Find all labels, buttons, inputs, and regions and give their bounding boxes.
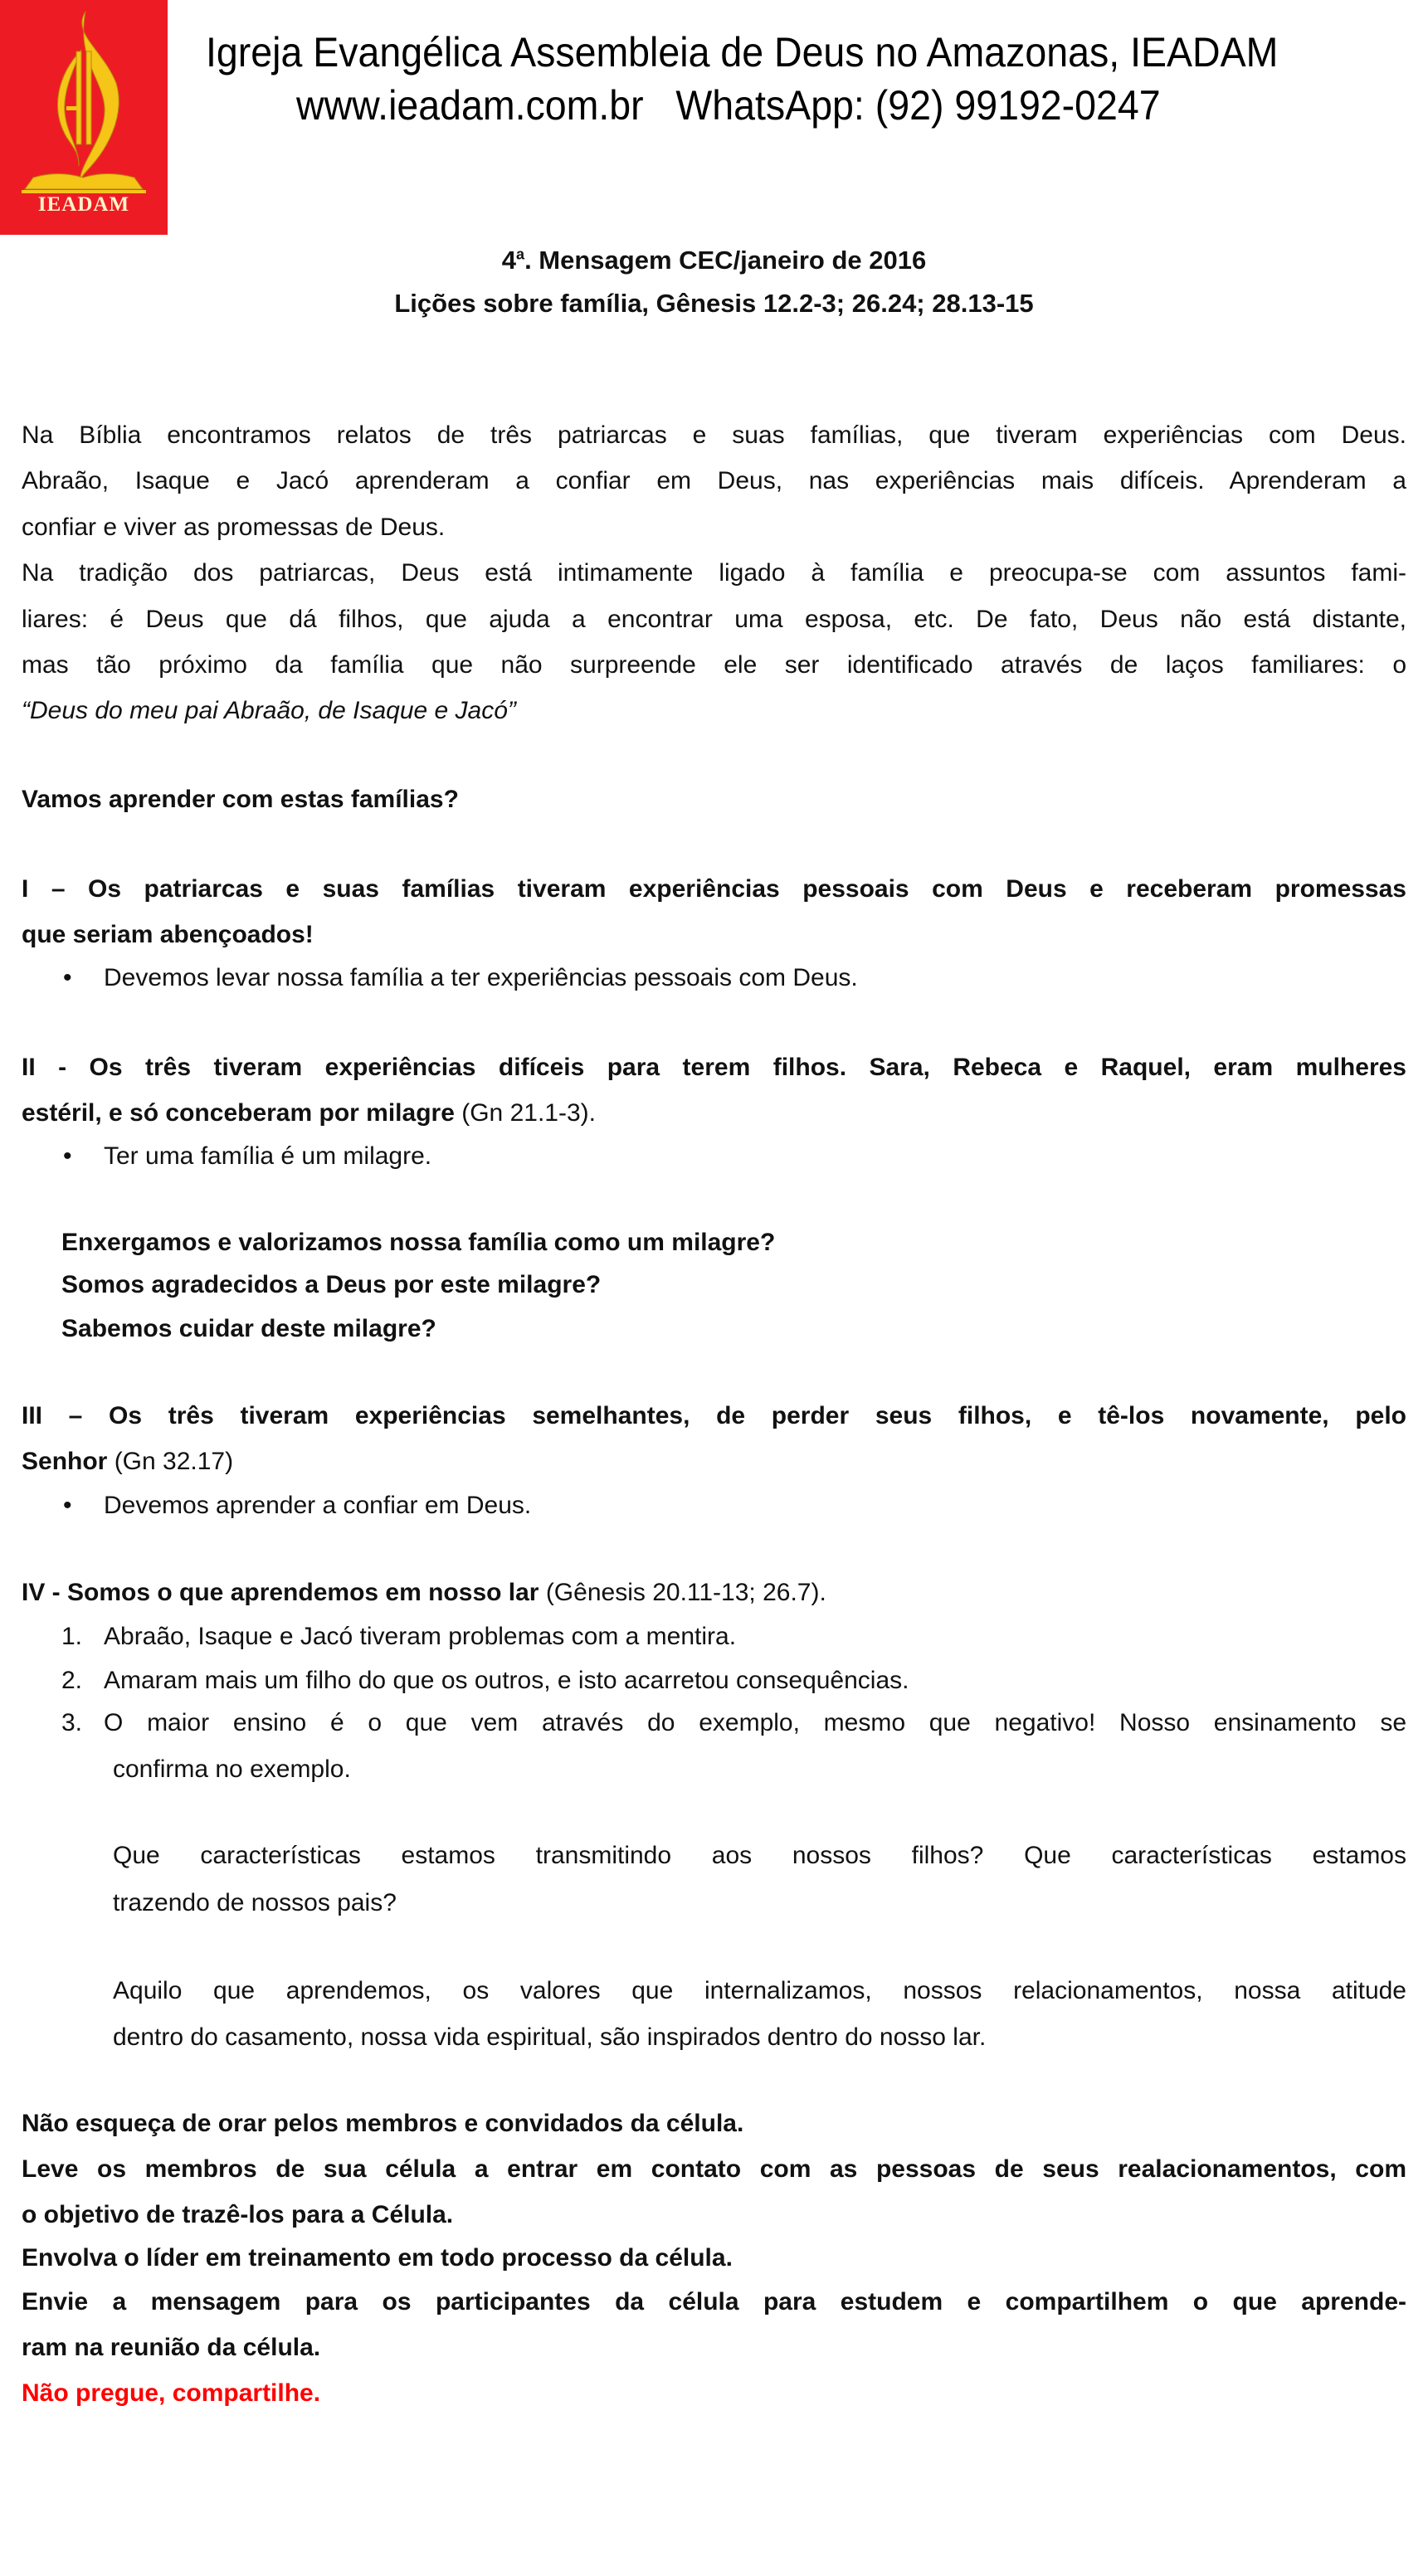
reflection-question: Enxergamos e valorizamos nossa família como um milagre? bbox=[61, 1229, 776, 1256]
list-number: 1. bbox=[61, 1623, 83, 1650]
closing-line: Envolva o líder em treinamento em todo processo da célula. bbox=[22, 2244, 733, 2272]
closing-line: Envie a mensagem para os participantes da célula para estudem e compartilhem o que aprende- bbox=[22, 2288, 1406, 2315]
section-3-heading: Senhor (Gn 32.17) bbox=[22, 1448, 234, 1475]
section-2-heading: II - Os três tiveram experiências difíceis para terem filhos. Sara, Rebeca e Raquel, eram mulheres bbox=[22, 1054, 1406, 1081]
closing-final-note: Não pregue, compartilhe. bbox=[22, 2379, 321, 2407]
intro-p1-line: Abraão, Isaque e Jacó aprenderam a confiar em Deus, nas experiências mais difíceis. Aprenderam a bbox=[22, 467, 1406, 494]
scripture-ref: (Gênesis 20.11-13; 26.7). bbox=[539, 1579, 826, 1606]
intro-quote: “Deus do meu pai Abraão, de Isaque e Jacó” bbox=[22, 697, 516, 724]
closing-line: Leve os membros de sua célula a entrar em contato com as pessoas de seus realacionamentos, com bbox=[22, 2155, 1406, 2183]
section-1-heading: I – Os patriarcas e suas famílias tiveram experiências pessoais com Deus e receberam promessas bbox=[22, 875, 1406, 903]
section-2-heading: estéril, e só conceberam por milagre (Gn 21.1-3). bbox=[22, 1099, 596, 1127]
contact-info: www.ieadam.com.br WhatsApp: (92) 99192-0247 bbox=[296, 82, 1161, 129]
list-number: 2. bbox=[61, 1667, 83, 1694]
scripture-ref: (Gn 32.17) bbox=[107, 1448, 234, 1475]
section-2-bullet: Ter uma família é um milagre. bbox=[104, 1142, 432, 1170]
list-item-continued: confirma no exemplo. bbox=[113, 1755, 351, 1783]
list-item: Abraão, Isaque e Jacó tiveram problemas com a mentira. bbox=[104, 1623, 737, 1650]
scripture-ref: (Gn 21.1-3). bbox=[454, 1099, 596, 1127]
intro-p2-line: Na tradição dos patriarcas, Deus está intimamente ligado à família e preocupa-se com assuntos fami- bbox=[22, 559, 1406, 587]
closing-line: Não esqueça de orar pelos membros e convidados da célula. bbox=[22, 2110, 744, 2137]
org-name: Igreja Evangélica Assembleia de Deus no Amazonas, IEADAM bbox=[206, 29, 1279, 75]
bullet-icon: • bbox=[63, 964, 72, 991]
section-3-heading: III – Os três tiveram experiências semelhantes, de perder seus filhos, e tê-los novamente, pelo bbox=[22, 1402, 1406, 1429]
section-4-heading: IV - Somos o que aprendemos em nosso lar (Gênesis 20.11-13; 26.7). bbox=[22, 1579, 826, 1606]
reflection-paragraph: dentro do casamento, nossa vida espiritual, são inspirados dentro do nosso lar. bbox=[113, 2023, 987, 2051]
list-item: O maior ensino é o que vem através do exemplo, mesmo que negativo! Nosso ensinamento se bbox=[104, 1709, 1406, 1736]
closing-line: o objetivo de trazê-los para a Célula. bbox=[22, 2201, 454, 2228]
reflection-paragraph: Aquilo que aprendemos, os valores que internalizamos, nossos relacionamentos, nossa atitude bbox=[113, 1977, 1406, 2004]
reflection-question: Sabemos cuidar deste milagre? bbox=[61, 1315, 436, 1342]
list-number: 3. bbox=[61, 1709, 83, 1736]
message-title: 4$^a$. Mensagem CEC/janeiro de 2016 bbox=[501, 246, 927, 275]
reflection-paragraph: trazendo de nossos pais? bbox=[113, 1889, 397, 1916]
section-1-bullet: Devemos levar nossa família a ter experiências pessoais com Deus. bbox=[104, 964, 858, 991]
bullet-icon: • bbox=[63, 1142, 72, 1170]
intro-p2-line: liares: é Deus que dá filhos, que ajuda a encontrar uma esposa, etc. De fato, Deus não está distante, bbox=[22, 606, 1406, 633]
intro-p1-line: Na Bíblia encontramos relatos de três patriarcas e suas famílias, que tiveram experiências com Deus. bbox=[22, 421, 1406, 449]
section-1-heading: que seriam abençoados! bbox=[22, 921, 314, 948]
reflection-question: Somos agradecidos a Deus por este milagre? bbox=[61, 1271, 602, 1298]
list-item: Amaram mais um filho do que os outros, e isto acarretou consequências. bbox=[104, 1667, 909, 1694]
closing-line: ram na reunião da célula. bbox=[22, 2334, 321, 2361]
intro-p2-line: mas tão próximo da família que não surpreende ele ser identificado através de laços familiares: o bbox=[22, 651, 1406, 679]
ieadam-logo bbox=[0, 0, 168, 235]
logo-wordmark: IEADAM bbox=[37, 193, 130, 216]
message-subtitle: Lições sobre família, Gênesis 12.2-3; 26.24; 28.13-15 bbox=[394, 289, 1034, 318]
section-3-bullet: Devemos aprender a confiar em Deus. bbox=[104, 1492, 532, 1519]
intro-question: Vamos aprender com estas famílias? bbox=[22, 786, 459, 813]
bullet-icon: • bbox=[63, 1492, 72, 1519]
reflection-paragraph: Que características estamos transmitindo aos nossos filhos? Que características estamos bbox=[113, 1842, 1406, 1869]
intro-p1-line: confiar e viver as promessas de Deus. bbox=[22, 514, 446, 541]
